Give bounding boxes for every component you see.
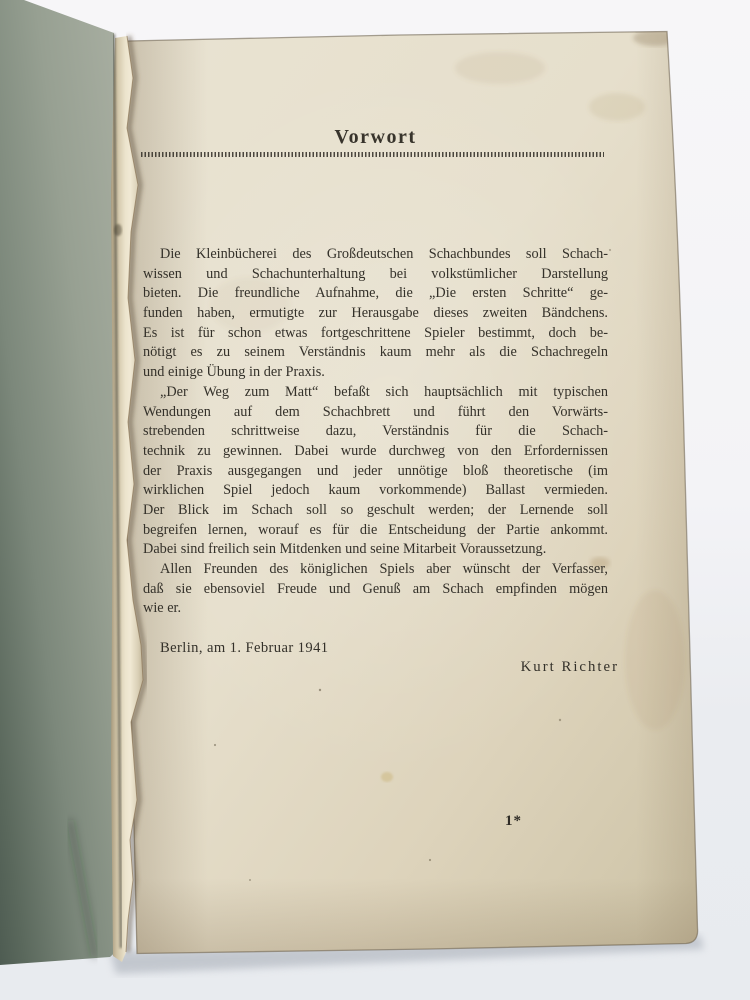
text-line: funden haben, ermutigte zur Herausgabe dieses zweiten Bändchens. <box>143 305 608 322</box>
text-line: Allen Freunden des königlichen Spiels aber wünscht der Verfasser, <box>160 561 608 577</box>
text-line: Der Blick im Schach soll so geschult werden; der Lernende soll <box>143 501 608 518</box>
text-line: und einige Übung in der Praxis. <box>143 364 325 381</box>
text-line: strebenden schrittweise dazu, Verständnis für die Schach- <box>143 423 608 440</box>
preface-text <box>143 245 608 619</box>
text-line: wissen und Schachunterhaltung bei volkstümlicher Darstellung <box>143 265 608 282</box>
text-line: daß sie ebensoviel Freude und Genuß am Schach empfinden mögen <box>143 580 608 597</box>
text-line: nötigt es zu seinem Verständnis kaum mehr als die Schachregeln <box>143 344 608 361</box>
text-line: „Der Weg zum Matt“ befaßt sich hauptsächlich mit typischen <box>160 383 608 400</box>
signature-mark: 1* <box>505 813 522 829</box>
text-line: wie er. <box>143 600 182 617</box>
title-rule <box>141 152 604 157</box>
book-cover <box>0 0 121 965</box>
text-line: der Praxis ausgegangen und jeder unnötige bloß theoretische (im <box>143 462 608 479</box>
dateline: Berlin, am 1. Februar 1941 <box>160 640 329 656</box>
text-line: Dabei sind freilich sein Mitdenken und seine Mitarbeit Voraussetzung. <box>143 541 547 558</box>
text-line: Es ist für schon etwas fortgeschrittene Spieler bestimmt, doch be- <box>143 324 608 341</box>
text-line: begreifen lernen, worauf es für die Entscheidung der Partie ankommt. <box>143 521 608 538</box>
text-line: Wendungen auf dem Schachbrett und führt den Vorwärts- <box>143 403 608 420</box>
text-line: technik zu gewinnen. Dabei wurde durchweg von den Erfordernissen <box>143 442 608 459</box>
author-signature: Kurt Richter <box>520 659 619 675</box>
text-line: Die Kleinbücherei des Großdeutschen Schachbundes soll Schach- <box>160 246 608 262</box>
page-title: Vorwort <box>334 126 417 148</box>
text-line: wirklichen Spiel jedoch kaum vorkommende) Ballast vermieden. <box>143 482 608 499</box>
text-line: bieten. Die freundliche Aufnahme, die „Die ersten Schritte“ ge- <box>143 285 608 302</box>
